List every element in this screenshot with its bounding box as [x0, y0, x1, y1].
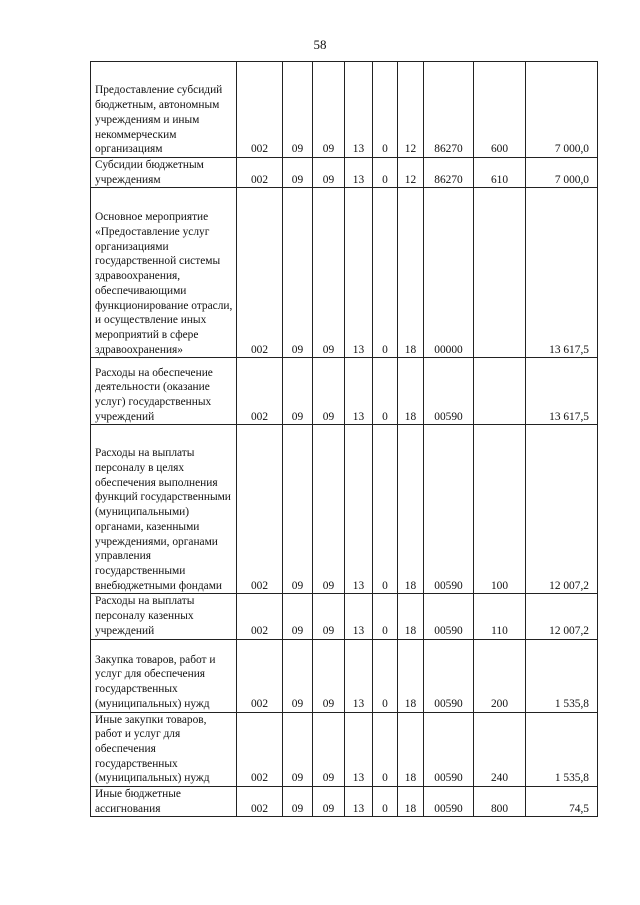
table-row [91, 62, 598, 158]
amount: 13 617,5 [526, 188, 598, 358]
item-name: Расходы на выплаты персоналу в целях обеспечения выполнения функций государственными (муниципальными) органами, казенными учреждениями, органами управления государственными внебюджетными фондами [91, 425, 237, 594]
subprogram-code: 0 [373, 158, 398, 188]
item-name: Субсидии бюджетным учреждениям [91, 158, 237, 188]
subsection-code: 09 [313, 787, 345, 817]
section-code: 09 [283, 425, 313, 594]
program-code: 13 [345, 639, 373, 712]
direction-code: 86270 [424, 158, 474, 188]
item-name: Предоставление субсидий бюджетным, автономным учреждениям и иным некоммерческим организациям [91, 62, 237, 158]
table-row [91, 787, 598, 817]
amount: 12 007,2 [526, 594, 598, 639]
expense-type-code: 100 [474, 425, 526, 594]
section-code: 09 [283, 358, 313, 425]
subprogram-code: 0 [373, 787, 398, 817]
amount: 7 000,0 [526, 158, 598, 188]
subsection-code: 09 [313, 425, 345, 594]
section-code: 09 [283, 62, 313, 158]
item-name: Основное мероприятие «Предоставление услуг организациями государственной системы здравоохранения, обеспечивающими функционирование отрасли, и осуществление иных мероприятий в сфере здравоохранения» [91, 188, 237, 358]
direction-code: 00590 [424, 425, 474, 594]
expense-type-code: 110 [474, 594, 526, 639]
subsection-code: 09 [313, 188, 345, 358]
subsection-code: 09 [313, 639, 345, 712]
ministry-code: 002 [237, 358, 283, 425]
subprogram-code: 0 [373, 188, 398, 358]
item-name: Иные бюджетные ассигнования [91, 787, 237, 817]
program-code: 13 [345, 712, 373, 787]
activity-code: 18 [398, 358, 424, 425]
activity-code: 12 [398, 158, 424, 188]
program-code: 13 [345, 158, 373, 188]
direction-code: 00590 [424, 787, 474, 817]
expense-type-code: 200 [474, 639, 526, 712]
amount: 1 535,8 [526, 639, 598, 712]
subsection-code: 09 [313, 358, 345, 425]
ministry-code: 002 [237, 594, 283, 639]
subsection-code: 09 [313, 158, 345, 188]
table-row [91, 158, 598, 188]
table-row [91, 594, 598, 639]
ministry-code: 002 [237, 188, 283, 358]
subprogram-code: 0 [373, 639, 398, 712]
expense-type-code: 610 [474, 158, 526, 188]
subprogram-code: 0 [373, 62, 398, 158]
subsection-code: 09 [313, 594, 345, 639]
amount: 1 535,8 [526, 712, 598, 787]
budget-table [90, 61, 598, 817]
activity-code: 18 [398, 188, 424, 358]
ministry-code: 002 [237, 787, 283, 817]
program-code: 13 [345, 787, 373, 817]
program-code: 13 [345, 425, 373, 594]
program-code: 13 [345, 594, 373, 639]
direction-code: 86270 [424, 62, 474, 158]
activity-code: 18 [398, 787, 424, 817]
program-code: 13 [345, 358, 373, 425]
direction-code: 00590 [424, 594, 474, 639]
ministry-code: 002 [237, 62, 283, 158]
activity-code: 18 [398, 639, 424, 712]
direction-code: 00590 [424, 712, 474, 787]
subprogram-code: 0 [373, 425, 398, 594]
subsection-code: 09 [313, 712, 345, 787]
table-row [91, 425, 598, 594]
expense-type-code: 600 [474, 62, 526, 158]
subprogram-code: 0 [373, 358, 398, 425]
table-row [91, 188, 598, 358]
expense-type-code [474, 358, 526, 425]
direction-code: 00590 [424, 639, 474, 712]
ministry-code: 002 [237, 425, 283, 594]
section-code: 09 [283, 787, 313, 817]
ministry-code: 002 [237, 158, 283, 188]
ministry-code: 002 [237, 712, 283, 787]
item-name: Иные закупки товаров, работ и услуг для обеспечения государственных (муниципальных) нужд [91, 712, 237, 787]
subsection-code: 09 [313, 62, 345, 158]
expense-type-code: 240 [474, 712, 526, 787]
table-row [91, 712, 598, 787]
ministry-code: 002 [237, 639, 283, 712]
section-code: 09 [283, 158, 313, 188]
amount: 74,5 [526, 787, 598, 817]
table-row [91, 358, 598, 425]
item-name: Расходы на обеспечение деятельности (оказание услуг) государственных учреждений [91, 358, 237, 425]
amount: 13 617,5 [526, 358, 598, 425]
amount: 7 000,0 [526, 62, 598, 158]
subprogram-code: 0 [373, 594, 398, 639]
page-number: 58 [313, 37, 327, 52]
expense-type-code [474, 188, 526, 358]
activity-code: 18 [398, 425, 424, 594]
direction-code: 00590 [424, 358, 474, 425]
amount: 12 007,2 [526, 425, 598, 594]
subprogram-code: 0 [373, 712, 398, 787]
direction-code: 00000 [424, 188, 474, 358]
program-code: 13 [345, 188, 373, 358]
expense-type-code: 800 [474, 787, 526, 817]
item-name: Расходы на выплаты персоналу казенных учреждений [91, 594, 237, 639]
section-code: 09 [283, 188, 313, 358]
section-code: 09 [283, 639, 313, 712]
table-row [91, 639, 598, 712]
activity-code: 18 [398, 594, 424, 639]
program-code: 13 [345, 62, 373, 158]
section-code: 09 [283, 594, 313, 639]
activity-code: 18 [398, 712, 424, 787]
item-name: Закупка товаров, работ и услуг для обеспечения государственных (муниципальных) нужд [91, 639, 237, 712]
activity-code: 12 [398, 62, 424, 158]
section-code: 09 [283, 712, 313, 787]
